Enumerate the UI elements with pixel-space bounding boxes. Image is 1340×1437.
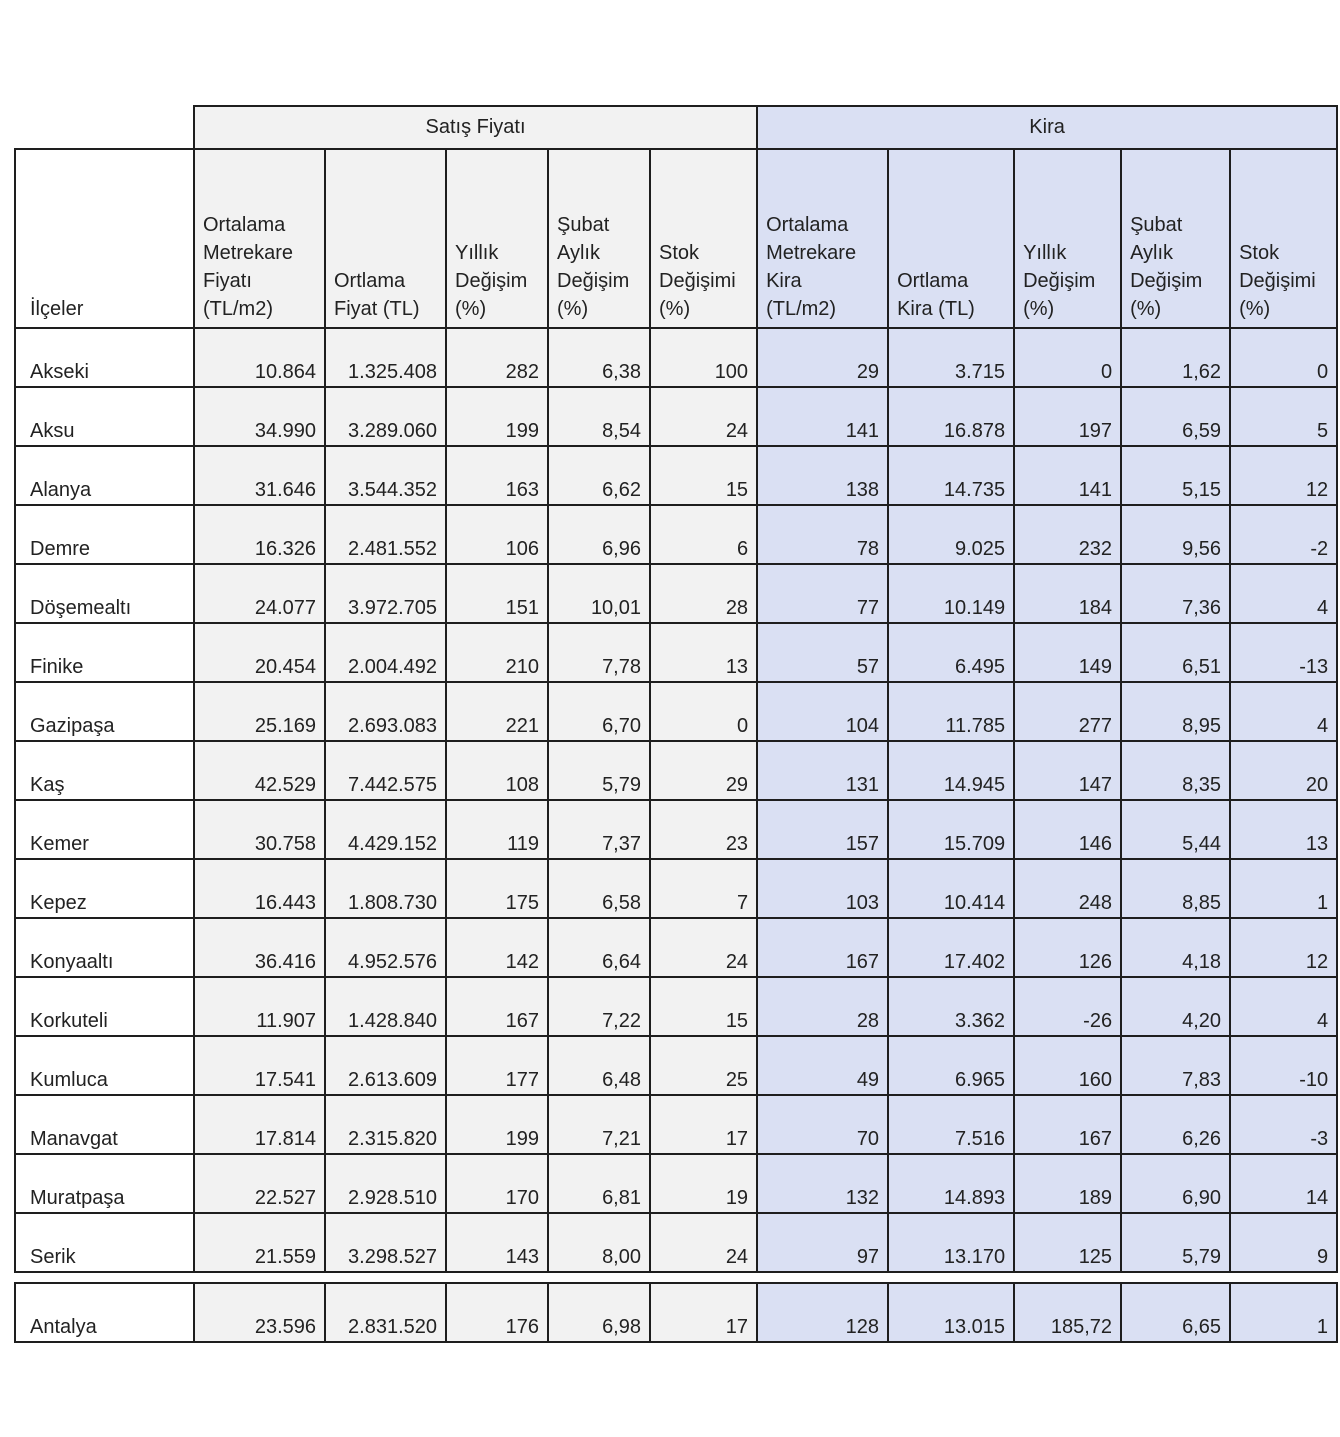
table-cell: 128 (757, 1283, 888, 1342)
table-cell: 78 (757, 505, 888, 564)
district-name: Alanya (15, 446, 194, 505)
table-cell: 2.693.083 (325, 682, 446, 741)
table-cell: 16.443 (194, 859, 325, 918)
table-cell: 2.613.609 (325, 1036, 446, 1095)
table-cell: 10.864 (194, 328, 325, 387)
table-cell: 5,44 (1121, 800, 1230, 859)
table-row (15, 1095, 1337, 1154)
table-row (15, 387, 1337, 446)
table-cell: 167 (1014, 1095, 1121, 1154)
table-cell: 2.928.510 (325, 1154, 446, 1213)
table-cell: 2.004.492 (325, 623, 446, 682)
table-cell: 0 (650, 682, 757, 741)
table-cell: 14.893 (888, 1154, 1014, 1213)
table-cell: 141 (757, 387, 888, 446)
table-cell: 4.429.152 (325, 800, 446, 859)
column-header-line: (%) (1239, 298, 1271, 320)
table-cell: 131 (757, 741, 888, 800)
column-header-line: (%) (1023, 298, 1055, 320)
table-cell: 0 (1014, 328, 1121, 387)
district-name: Finike (15, 623, 194, 682)
table-cell: -3 (1230, 1095, 1337, 1154)
column-header-line: Değişim (455, 270, 528, 292)
table-cell: 147 (1014, 741, 1121, 800)
table-cell: 146 (1014, 800, 1121, 859)
table-cell: 17 (650, 1283, 757, 1342)
table-cell: 8,00 (548, 1213, 650, 1272)
table-cell: 7,37 (548, 800, 650, 859)
table-cell: 184 (1014, 564, 1121, 623)
table-cell: 1 (1230, 859, 1337, 918)
column-header-line: Değişimi (659, 270, 736, 292)
table-row (15, 1213, 1337, 1272)
column-header-line: (%) (1130, 298, 1162, 320)
column-header-line: Fiyat (TL) (334, 298, 420, 320)
total-table (14, 1282, 1338, 1343)
table-cell: 16.878 (888, 387, 1014, 446)
table-cell: 2.831.520 (325, 1283, 446, 1342)
table-cell: 49 (757, 1036, 888, 1095)
column-header-line: Kira (766, 270, 802, 292)
table-cell: 6,70 (548, 682, 650, 741)
column-header-line: Aylık (557, 242, 600, 264)
column-header-line: (%) (455, 298, 487, 320)
table-cell: 106 (446, 505, 548, 564)
table-cell: 277 (1014, 682, 1121, 741)
column-header-line: Aylık (1130, 242, 1174, 264)
table-cell: 160 (1014, 1036, 1121, 1095)
table-cell: 7.442.575 (325, 741, 446, 800)
table-cell: 157 (757, 800, 888, 859)
table-cell: 248 (1014, 859, 1121, 918)
table-cell: 11.785 (888, 682, 1014, 741)
table-cell: 163 (446, 446, 548, 505)
table-cell: -2 (1230, 505, 1337, 564)
table-row (15, 800, 1337, 859)
table-row (15, 1154, 1337, 1213)
table-cell: 25.169 (194, 682, 325, 741)
table-cell: 10.414 (888, 859, 1014, 918)
district-name: Aksu (15, 387, 194, 446)
column-header-line: Fiyatı (203, 270, 252, 292)
table-cell: 6,48 (548, 1036, 650, 1095)
district-name: Korkuteli (15, 977, 194, 1036)
table-cell: 11.907 (194, 977, 325, 1036)
table-cell: 282 (446, 328, 548, 387)
column-header-line: Stok (1239, 242, 1280, 264)
table-cell: 9,56 (1121, 505, 1230, 564)
table-cell: 5,79 (1121, 1213, 1230, 1272)
table-cell: -26 (1014, 977, 1121, 1036)
group-header-row (15, 106, 1337, 149)
column-header-rent-2 (888, 149, 1014, 328)
table-cell: 6,96 (548, 505, 650, 564)
table-cell: 6,26 (1121, 1095, 1230, 1154)
table-cell: 3.289.060 (325, 387, 446, 446)
table-cell: 13 (1230, 800, 1337, 859)
table-cell: 17.814 (194, 1095, 325, 1154)
table-cell: 6 (650, 505, 757, 564)
table-cell: 104 (757, 682, 888, 741)
table-cell: 7.516 (888, 1095, 1014, 1154)
table-cell: 20 (1230, 741, 1337, 800)
table-cell: 8,95 (1121, 682, 1230, 741)
table-cell: 6.495 (888, 623, 1014, 682)
table-row (15, 977, 1337, 1036)
table-cell: 141 (1014, 446, 1121, 505)
table-cell: 29 (757, 328, 888, 387)
table-cell: 143 (446, 1213, 548, 1272)
table-cell: 24 (650, 387, 757, 446)
table-cell: 8,35 (1121, 741, 1230, 800)
column-header-sales-4 (548, 149, 650, 328)
column-header-line: Stok (659, 242, 700, 264)
district-price-table (14, 105, 1338, 1273)
district-name: Döşemealtı (15, 564, 194, 623)
table-cell: 4 (1230, 682, 1337, 741)
column-header-line: Ortalama (766, 214, 849, 236)
table-cell: 3.715 (888, 328, 1014, 387)
table-cell: 100 (650, 328, 757, 387)
column-header-line: Şubat (1130, 214, 1183, 236)
column-header-line: Ortlama (334, 270, 406, 292)
table-cell: 4.952.576 (325, 918, 446, 977)
table-cell: 3.544.352 (325, 446, 446, 505)
column-header-line: (TL/m2) (766, 298, 837, 320)
district-name: Gazipaşa (15, 682, 194, 741)
table-cell: 4 (1230, 977, 1337, 1036)
table-row (15, 859, 1337, 918)
table-cell: 132 (757, 1154, 888, 1213)
table-cell: 1 (1230, 1283, 1337, 1342)
table-cell: 14 (1230, 1154, 1337, 1213)
table-cell: 5,79 (548, 741, 650, 800)
column-header-line: Değişim (557, 270, 630, 292)
table-cell: 1,62 (1121, 328, 1230, 387)
column-header-rent-3 (1014, 149, 1121, 328)
table-cell: 13.170 (888, 1213, 1014, 1272)
column-header-row (15, 149, 1337, 328)
table-cell: 185,72 (1014, 1283, 1121, 1342)
table-cell: 14.945 (888, 741, 1014, 800)
table-cell: 167 (757, 918, 888, 977)
table-cell: 8,85 (1121, 859, 1230, 918)
district-name: Kaş (15, 741, 194, 800)
district-name: Manavgat (15, 1095, 194, 1154)
table-row (15, 446, 1337, 505)
table-cell: 13.015 (888, 1283, 1014, 1342)
district-name: Kumluca (15, 1036, 194, 1095)
table-cell: 7,21 (548, 1095, 650, 1154)
table-row (15, 682, 1337, 741)
table-cell: 25 (650, 1036, 757, 1095)
table-cell: 103 (757, 859, 888, 918)
table-cell: 1.325.408 (325, 328, 446, 387)
table-cell: 23 (650, 800, 757, 859)
table-row (15, 918, 1337, 977)
table-cell: 2.481.552 (325, 505, 446, 564)
column-header-line: (%) (659, 298, 691, 320)
column-header-line: Değişim (1130, 270, 1203, 292)
table-cell: 31.646 (194, 446, 325, 505)
table-cell: 15 (650, 446, 757, 505)
table-cell: 6,65 (1121, 1283, 1230, 1342)
column-header-line: (%) (557, 298, 589, 320)
table-cell: 15 (650, 977, 757, 1036)
table-cell: 24 (650, 918, 757, 977)
district-name: Muratpaşa (15, 1154, 194, 1213)
table-row (15, 1036, 1337, 1095)
column-header-line: Ortalama (203, 214, 286, 236)
column-header-rent-1 (757, 149, 888, 328)
column-header-line: Metrekare (766, 242, 857, 264)
table-cell: 167 (446, 977, 548, 1036)
table-row (15, 328, 1337, 387)
table-cell: 6,98 (548, 1283, 650, 1342)
table-cell: 17.402 (888, 918, 1014, 977)
table-cell: 12 (1230, 446, 1337, 505)
table-cell: 17 (650, 1095, 757, 1154)
table-cell: 7,78 (548, 623, 650, 682)
table-cell: 6,81 (548, 1154, 650, 1213)
table-cell: 28 (650, 564, 757, 623)
table-cell: 6,38 (548, 328, 650, 387)
table-row (15, 623, 1337, 682)
table-cell: 13 (650, 623, 757, 682)
table-cell: 170 (446, 1154, 548, 1213)
table-cell: 30.758 (194, 800, 325, 859)
table-cell: 7,83 (1121, 1036, 1230, 1095)
table-cell: 24.077 (194, 564, 325, 623)
table-cell: 108 (446, 741, 548, 800)
table-cell: 3.362 (888, 977, 1014, 1036)
table-cell: 149 (1014, 623, 1121, 682)
table-cell: 189 (1014, 1154, 1121, 1213)
district-name: Demre (15, 505, 194, 564)
table-cell: 29 (650, 741, 757, 800)
table-cell: 24 (650, 1213, 757, 1272)
district-name: Serik (15, 1213, 194, 1272)
table-cell: 4,20 (1121, 977, 1230, 1036)
table-cell: 6,62 (548, 446, 650, 505)
column-header-line: Yıllık (1023, 242, 1067, 264)
group-header-rent: Kira (757, 106, 1337, 149)
table-cell: 3.298.527 (325, 1213, 446, 1272)
table-cell: 125 (1014, 1213, 1121, 1272)
table-cell: 36.416 (194, 918, 325, 977)
table-cell: 176 (446, 1283, 548, 1342)
table-cell: 16.326 (194, 505, 325, 564)
table-cell: 4,18 (1121, 918, 1230, 977)
group-header-sales: Satış Fiyatı (194, 106, 757, 149)
district-name: Akseki (15, 328, 194, 387)
table-cell: 10,01 (548, 564, 650, 623)
table-cell: 20.454 (194, 623, 325, 682)
column-header-sales-3 (446, 149, 548, 328)
table-cell: 15.709 (888, 800, 1014, 859)
table-cell: 57 (757, 623, 888, 682)
table-cell: 17.541 (194, 1036, 325, 1095)
table-cell: 5,15 (1121, 446, 1230, 505)
table-cell: 1.808.730 (325, 859, 446, 918)
column-header-line: Ortlama (897, 270, 969, 292)
table-cell: 2.315.820 (325, 1095, 446, 1154)
column-header-line: Değişim (1023, 270, 1096, 292)
column-header-line: Kira (TL) (897, 298, 975, 320)
district-name: Konyaaltı (15, 918, 194, 977)
table-row (15, 505, 1337, 564)
table-cell: 151 (446, 564, 548, 623)
table-cell: 4 (1230, 564, 1337, 623)
table-cell: 6.965 (888, 1036, 1014, 1095)
district-name: Kemer (15, 800, 194, 859)
table-cell: 19 (650, 1154, 757, 1213)
table-cell: 9.025 (888, 505, 1014, 564)
table-cell: 7 (650, 859, 757, 918)
column-header-line: Yıllık (455, 242, 499, 264)
table-cell: 221 (446, 682, 548, 741)
table-cell: 14.735 (888, 446, 1014, 505)
table-cell: 177 (446, 1036, 548, 1095)
table-cell: 126 (1014, 918, 1121, 977)
column-header-rent-5 (1230, 149, 1337, 328)
column-header-line: Metrekare (203, 242, 294, 264)
table-cell: 232 (1014, 505, 1121, 564)
table-cell: -13 (1230, 623, 1337, 682)
table-cell: 6,64 (548, 918, 650, 977)
table-cell: 0 (1230, 328, 1337, 387)
column-header-line: Şubat (557, 214, 610, 236)
table-cell: 6,59 (1121, 387, 1230, 446)
table-cell: 28 (757, 977, 888, 1036)
table-cell: 199 (446, 1095, 548, 1154)
table-row (15, 741, 1337, 800)
table-cell: 12 (1230, 918, 1337, 977)
table-cell: 97 (757, 1213, 888, 1272)
table-cell: 9 (1230, 1213, 1337, 1272)
column-header-line: Değişimi (1239, 270, 1316, 292)
table-cell: 34.990 (194, 387, 325, 446)
column-header-sales-1 (194, 149, 325, 328)
table-cell: 42.529 (194, 741, 325, 800)
total-row (15, 1283, 1337, 1342)
table-cell: 77 (757, 564, 888, 623)
table-cell: 23.596 (194, 1283, 325, 1342)
table-cell: 3.972.705 (325, 564, 446, 623)
column-header-sales-2 (325, 149, 446, 328)
table-cell: 10.149 (888, 564, 1014, 623)
table-cell: 21.559 (194, 1213, 325, 1272)
table-cell: 70 (757, 1095, 888, 1154)
table-cell: 7,22 (548, 977, 650, 1036)
table-cell: 6,90 (1121, 1154, 1230, 1213)
column-header-line: (TL/m2) (203, 298, 273, 320)
table-row (15, 564, 1337, 623)
table-cell: 22.527 (194, 1154, 325, 1213)
table-cell: 210 (446, 623, 548, 682)
empty-corner (15, 106, 194, 149)
table-cell: 1.428.840 (325, 977, 446, 1036)
column-header-sales-5 (650, 149, 757, 328)
table-cell: -10 (1230, 1036, 1337, 1095)
column-header-rent-4 (1121, 149, 1230, 328)
table-cell: 119 (446, 800, 548, 859)
district-name: Kepez (15, 859, 194, 918)
table-cell: 197 (1014, 387, 1121, 446)
table-cell: 8,54 (548, 387, 650, 446)
table-cell: 138 (757, 446, 888, 505)
table-cell: 6,58 (548, 859, 650, 918)
table-cell: 142 (446, 918, 548, 977)
table-cell: 5 (1230, 387, 1337, 446)
table-cell: 6,51 (1121, 623, 1230, 682)
table-cell: 199 (446, 387, 548, 446)
district-name: Antalya (15, 1283, 194, 1342)
table-cell: 7,36 (1121, 564, 1230, 623)
table-cell: 175 (446, 859, 548, 918)
column-header-district: İlçeler (15, 149, 194, 328)
